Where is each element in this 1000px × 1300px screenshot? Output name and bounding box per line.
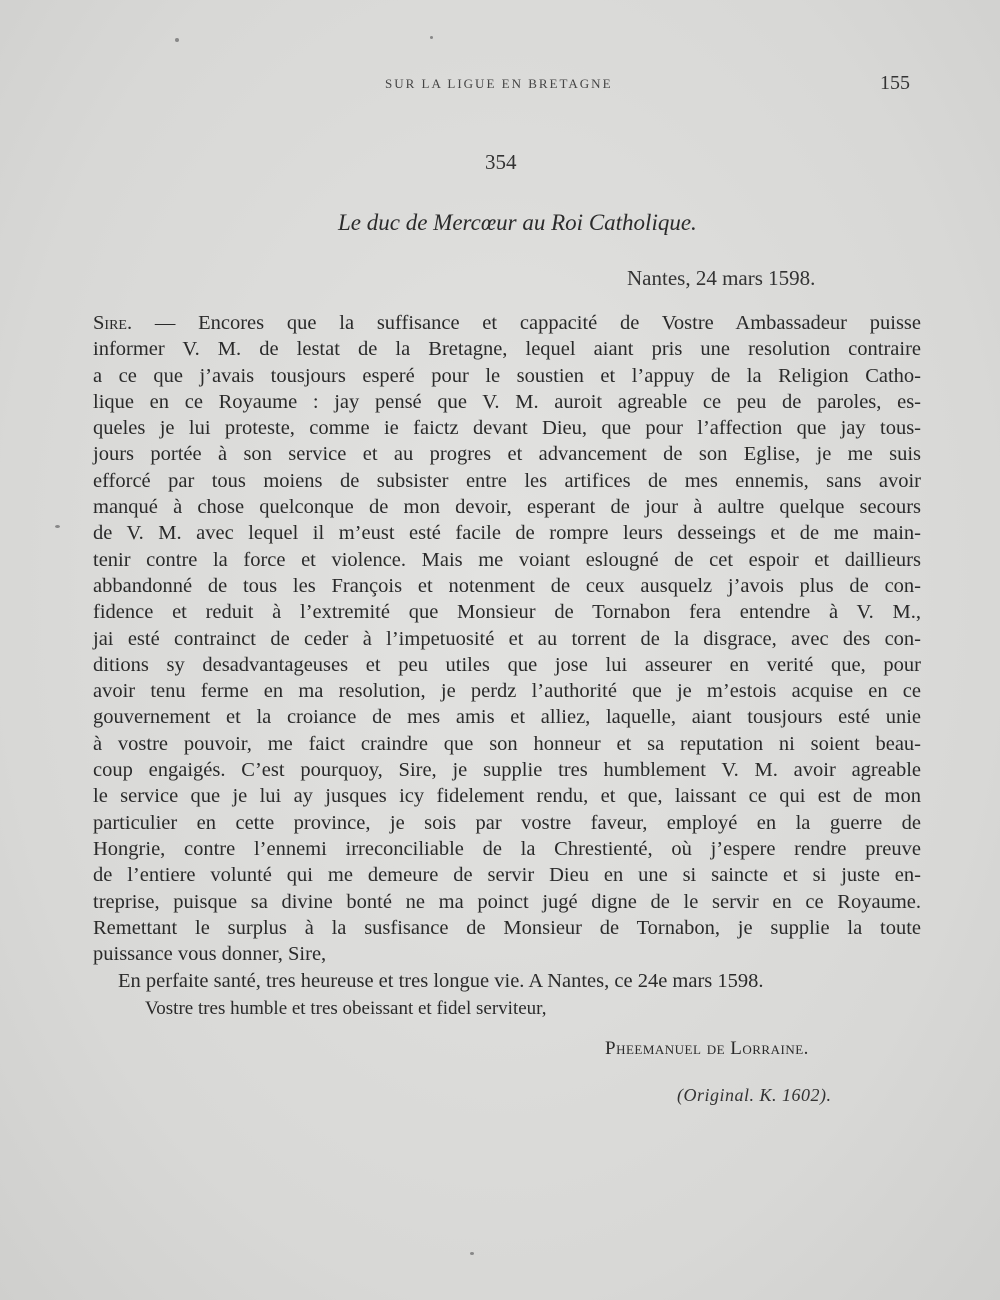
document-number: 354 — [485, 150, 517, 174]
running-head: SUR LA LIGUE EN BRETAGNE — [385, 76, 613, 91]
body-line: treprise, puisque sa divine bonté ne ma poinct jugé digne de le servir en ce Royaume. — [93, 890, 921, 913]
body-line: fidence et reduit à l’extremité que Monsieur de Tornabon fera entendre à V. M., — [93, 601, 921, 624]
place-date: Nantes, 24 mars 1598. — [627, 266, 816, 290]
closing-line: En perfaite santé, tres heureuse et tres longue vie. A Nantes, ce 24e mars 1598. — [118, 970, 764, 992]
body-line: coup engaigés. C’est pourquoy, Sire, je supplie tres humblement V. M. avoir agreable — [93, 759, 921, 782]
body-line: lique en ce Royaume : jay pensé que V. M. auroit agreable ce peu de paroles, es- — [93, 390, 921, 413]
body-line: jai esté contrainct de ceder à l’impetuosité et au torrent de la disgrace, avec des con- — [93, 627, 921, 650]
body-line: Remettant le surplus à la susfisance de Monsieur de Tornabon, je supplie la toute — [93, 916, 921, 939]
body-line: manqué à chose quelconque de mon devoir, esperant de jour à aultre quelque secours — [93, 496, 921, 519]
body-line: efforcé par tous moiens de subsister entre les artifices de mes ennemis, sans avoir — [93, 469, 921, 492]
body-line: informer V. M. de lestat de la Bretagne, lequel aiant pris une resolution contraire — [93, 338, 921, 361]
body-line: de V. M. avec lequel il m’eust esté facile de rompre leurs desseings et de me main- — [93, 522, 921, 545]
page-number: 155 — [880, 72, 910, 94]
body-line: de l’entiere volunté qui me demeure de servir Dieu en une si saincte et si juste en- — [93, 864, 921, 887]
body-line: gouvernement et la croiance de mes amis et alliez, laquelle, aiant tousjours esté unie — [93, 706, 921, 729]
body-line: queles je lui proteste, comme ie faictz devant Dieu, que pour l’affection que jay tous- — [93, 417, 921, 440]
print-speck — [55, 525, 60, 528]
body-line: tenir contre la force et violence. Mais me voiant eslougné de cet espoir et daillieurs — [93, 548, 921, 571]
document-title: Le duc de Mercœur au Roi Catholique. — [338, 210, 697, 235]
salutation: Sire. — [93, 312, 133, 334]
print-speck — [430, 36, 433, 39]
body-line: le service que je lui ay jusques icy fidelement rendu, et que, laissant ce qui est de mon — [93, 785, 921, 808]
body-line: puissance vous donner, Sire, — [93, 943, 327, 966]
body-line-text: — Encores que la suffisance et cappacité de Vostre Ambassadeur puisse — [132, 312, 921, 334]
signature: Pheemanuel de Lorraine. — [605, 1038, 809, 1059]
body-line — [93, 310, 921, 336]
body-line: ditions sy desadvantageuses et peu utiles que jose lui asseurer en verité que, pour — [93, 653, 921, 676]
body-line: à vostre pouvoir, me faict craindre que son honneur et sa reputation ni soient beau- — [93, 732, 921, 755]
closing-formula: Vostre tres humble et tres obeissant et fidel serviteur, — [145, 998, 547, 1019]
body-line: avoir tenu ferme en ma resolution, je perdz l’authorité que je m’estois acquise en ce — [93, 680, 921, 703]
print-speck — [470, 1252, 474, 1255]
body-line: particulier en cette province, je sois par vostre faveur, employé en la guerre de — [93, 811, 921, 834]
body-line: abbandonné de tous les François et notenment de ceux ausquelz j’avois plus de con- — [93, 574, 921, 597]
letter-body — [93, 310, 921, 967]
body-line: jours portée à son service et au progres et advancement de son Eglise, je me suis — [93, 443, 921, 466]
body-line: Hongrie, contre l’ennemi irreconciliable de la Chrestienté, où j’espere rendre preuve — [93, 837, 921, 860]
source-note: (Original. K. 1602). — [677, 1085, 832, 1105]
body-line: a ce que j’avais tousjours esperé pour le soustien et l’appuy de la Religion Catho- — [93, 364, 921, 387]
print-speck — [175, 38, 179, 42]
